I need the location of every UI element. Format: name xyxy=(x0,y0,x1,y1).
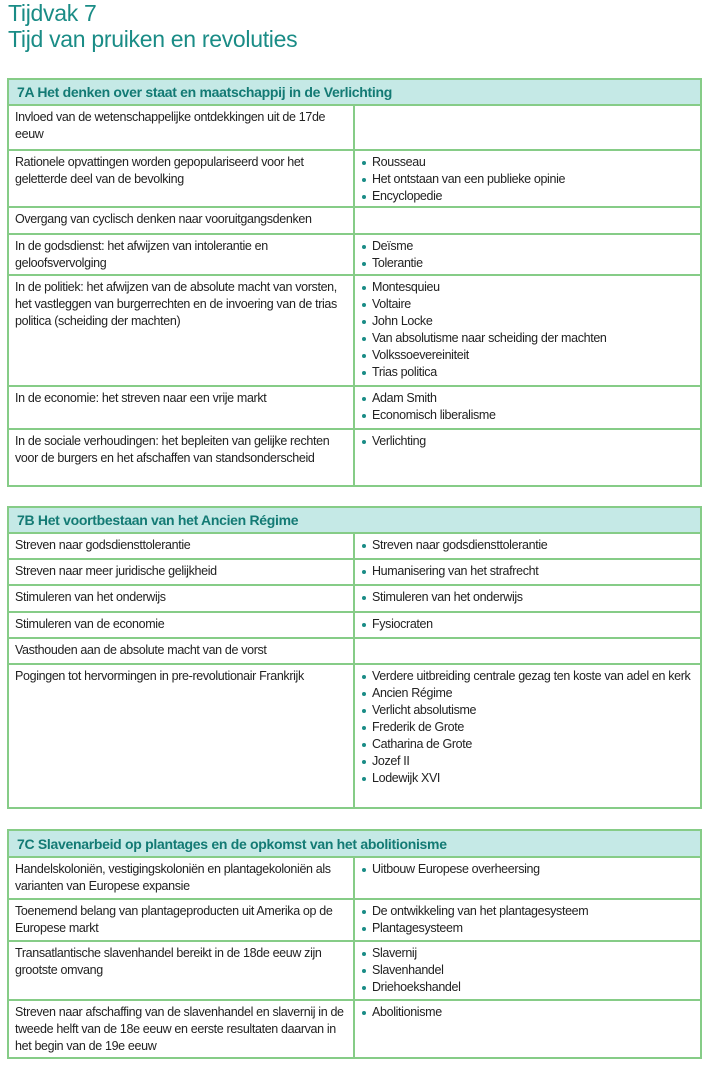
concept-item: Abolitionisme xyxy=(361,1004,694,1021)
concept-list xyxy=(361,279,694,381)
topic-cell: In de sociale verhoudingen: het bepleiten van gelijke rechten voor de burgers en het afschaffen van standsonderscheid xyxy=(9,430,355,485)
section-heading: 7B Het voortbestaan van het Ancien Régime xyxy=(9,508,700,534)
concept-item: Stimuleren van het onderwijs xyxy=(361,589,694,606)
table-row xyxy=(9,560,700,586)
table-row xyxy=(9,858,700,900)
concept-list xyxy=(361,154,694,205)
page-title xyxy=(8,0,297,52)
concepts-cell xyxy=(355,235,700,274)
concept-list xyxy=(361,589,694,606)
concept-item: Volkssoevereiniteit xyxy=(361,347,694,364)
concept-item: De ontwikkeling van het plantagesysteem xyxy=(361,903,694,920)
table-row xyxy=(9,586,700,613)
concept-item: Plantagesysteem xyxy=(361,920,694,937)
topic-cell: Streven naar godsdiensttolerantie xyxy=(9,534,355,558)
topic-cell: Overgang van cyclisch denken naar vooruitgangsdenken xyxy=(9,208,355,233)
section-7b-table xyxy=(7,506,702,809)
topic-cell: Pogingen tot hervormingen in pre-revolutionair Frankrijk xyxy=(9,665,355,807)
concepts-cell xyxy=(355,276,700,385)
concepts-cell xyxy=(355,534,700,558)
concept-item: Jozef II xyxy=(361,753,694,770)
topic-cell: Rationele opvattingen worden gepopulariseerd voor het geletterde deel van de bevolking xyxy=(9,151,355,206)
concept-list xyxy=(361,616,694,633)
concept-item: John Locke xyxy=(361,313,694,330)
table-row xyxy=(9,430,700,485)
page-title-line-1: Tijdvak 7 xyxy=(8,0,97,26)
concepts-cell xyxy=(355,942,700,999)
concepts-cell xyxy=(355,387,700,428)
concepts-cell xyxy=(355,208,700,233)
concepts-cell xyxy=(355,613,700,637)
concept-list xyxy=(361,563,694,580)
topic-cell: Toenemend belang van plantageproducten uit Amerika op de Europese markt xyxy=(9,900,355,940)
concepts-cell xyxy=(355,639,700,663)
topic-cell: In de economie: het streven naar een vrije markt xyxy=(9,387,355,428)
concepts-cell xyxy=(355,900,700,940)
concept-item: Tolerantie xyxy=(361,255,694,272)
concept-item: Deïsme xyxy=(361,238,694,255)
section-7c-table xyxy=(7,829,702,1059)
topic-cell: In de politiek: het afwijzen van de absolute macht van vorsten, het vastleggen van burgerrechten en de invoering van de trias politica (scheiding der machten) xyxy=(9,276,355,385)
concept-item: Encyclopedie xyxy=(361,188,694,205)
concept-list xyxy=(361,945,694,996)
table-row xyxy=(9,208,700,235)
concepts-cell xyxy=(355,151,700,206)
concept-list xyxy=(361,903,694,937)
concepts-cell xyxy=(355,586,700,611)
concept-item: Trias politica xyxy=(361,364,694,381)
concept-item: Frederik de Grote xyxy=(361,719,694,736)
concept-item: Economisch liberalisme xyxy=(361,407,694,424)
concept-item: Slavernij xyxy=(361,945,694,962)
table-row xyxy=(9,151,700,208)
concept-item: Lodewijk XVI xyxy=(361,770,694,787)
concept-list xyxy=(361,668,694,787)
concepts-cell xyxy=(355,106,700,149)
concept-item: Montesquieu xyxy=(361,279,694,296)
section-heading: 7A Het denken over staat en maatschappij in de Verlichting xyxy=(9,80,700,106)
topic-cell: Invloed van de wetenschappelijke ontdekkingen uit de 17de eeuw xyxy=(9,106,355,149)
topic-cell: Streven naar meer juridische gelijkheid xyxy=(9,560,355,584)
concept-list xyxy=(361,238,694,272)
table-row xyxy=(9,534,700,560)
concept-item: Streven naar godsdiensttolerantie xyxy=(361,537,694,554)
table-row xyxy=(9,276,700,387)
table-row xyxy=(9,387,700,430)
concept-list xyxy=(361,433,694,450)
concept-item: Ancien Régime xyxy=(361,685,694,702)
topic-cell: Handelskoloniën, vestigingskoloniën en plantagekoloniën als varianten van Europese expansie xyxy=(9,858,355,898)
concept-item: Fysiocraten xyxy=(361,616,694,633)
table-row xyxy=(9,1001,700,1057)
concept-item: Verlicht absolutisme xyxy=(361,702,694,719)
concept-item: Uitbouw Europese overheersing xyxy=(361,861,694,878)
concept-item: Van absolutisme naar scheiding der machten xyxy=(361,330,694,347)
topic-cell: Stimuleren van de economie xyxy=(9,613,355,637)
table-row xyxy=(9,639,700,665)
topic-cell: Vasthouden aan de absolute macht van de vorst xyxy=(9,639,355,663)
topic-cell: Streven naar afschaffing van de slavenhandel en slavernij in de tweede helft van de 18e eeuw en eerste resultaten daarvan in het begin van de 19e eeuw xyxy=(9,1001,355,1057)
section-heading: 7C Slavenarbeid op plantages en de opkomst van het abolitionisme xyxy=(9,831,700,858)
table-row xyxy=(9,942,700,1001)
table-row xyxy=(9,106,700,151)
concept-list xyxy=(361,861,694,878)
concept-item: Adam Smith xyxy=(361,390,694,407)
table-row xyxy=(9,613,700,639)
topic-cell: In de godsdienst: het afwijzen van intolerantie en geloofsvervolging xyxy=(9,235,355,274)
concept-item: Rousseau xyxy=(361,154,694,171)
concepts-cell xyxy=(355,665,700,807)
table-row xyxy=(9,900,700,942)
table-row xyxy=(9,665,700,807)
concepts-cell xyxy=(355,560,700,584)
concept-item: Het ontstaan van een publieke opinie xyxy=(361,171,694,188)
concept-item: Slavenhandel xyxy=(361,962,694,979)
concept-list xyxy=(361,390,694,424)
section-7a-table xyxy=(7,78,702,487)
concept-item: Verlichting xyxy=(361,433,694,450)
concept-item: Voltaire xyxy=(361,296,694,313)
concepts-cell xyxy=(355,858,700,898)
concept-list xyxy=(361,1004,694,1021)
concept-item: Verdere uitbreiding centrale gezag ten koste van adel en kerk xyxy=(361,668,694,685)
table-row xyxy=(9,235,700,276)
concept-item: Catharina de Grote xyxy=(361,736,694,753)
topic-cell: Stimuleren van het onderwijs xyxy=(9,586,355,611)
concepts-cell xyxy=(355,1001,700,1057)
concepts-cell xyxy=(355,430,700,485)
concept-list xyxy=(361,537,694,554)
concept-item: Driehoekshandel xyxy=(361,979,694,996)
page-title-line-2: Tijd van pruiken en revoluties xyxy=(8,26,298,52)
concept-item: Humanisering van het strafrecht xyxy=(361,563,694,580)
topic-cell: Transatlantische slavenhandel bereikt in de 18de eeuw zijn grootste omvang xyxy=(9,942,355,999)
